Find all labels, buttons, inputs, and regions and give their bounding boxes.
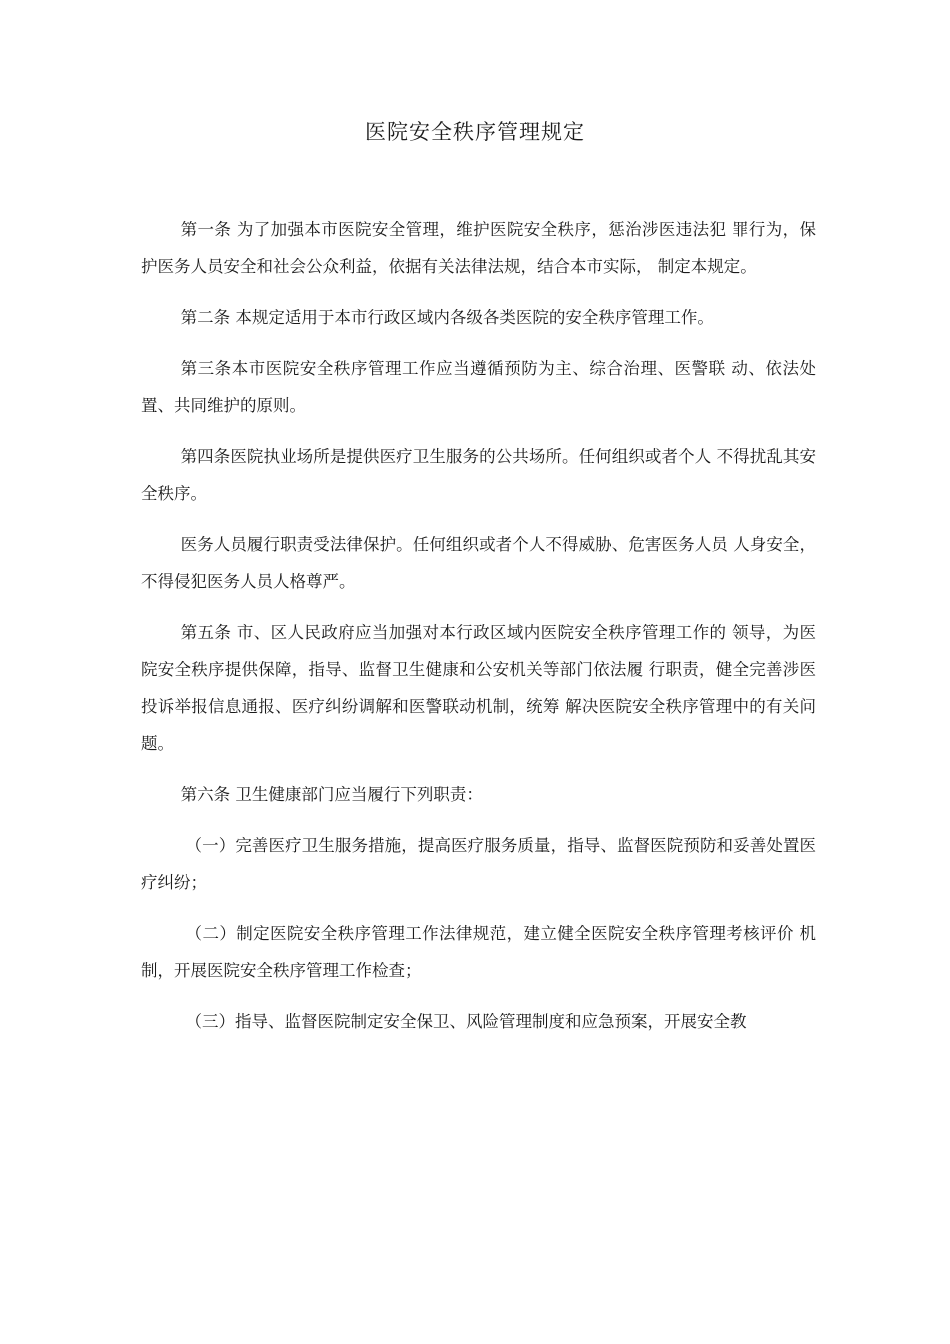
article-6-item-3: （三）指导、监督医院制定安全保卫、风险管理制度和应急预案，开展安全教	[185, 1012, 747, 1031]
article-4-paragraph-2: 医务人员履行职责受法律保护。任何组织或者个人不得威胁、危害医务人员 人身安全，不得侵犯医务人员人格尊严。	[141, 535, 816, 591]
document-body	[141, 211, 816, 1054]
document-title: 医院安全秩序管理规定	[365, 120, 585, 144]
article-2: 第二条 本规定适用于本市行政区域内各级各类医院的安全秩序管理工作。	[180, 308, 714, 327]
article-6-item-2: （二）制定医院安全秩序管理工作法律规范，建立健全医院安全秩序管理考核评价 机制，开展医院安全秩序管理工作检查；	[141, 924, 816, 980]
article-3: 第三条本市医院安全秩序管理工作应当遵循预防为主、综合治理、医警联 动、依法处置、共同维护的原则。	[141, 359, 816, 415]
article-6-item-1: （一）完善医疗卫生服务措施，提高医疗服务质量，指导、监督医院预防和妥善处置医疗纠纷；	[141, 836, 816, 892]
article-5: 第五条 市、区人民政府应当加强对本行政区域内医院安全秩序管理工作的 领导，为医院安全秩序提供保障，指导、监督卫生健康和公安机关等部门依法履 行职责，健全完善涉医投诉举报信息通报、医疗纠纷调解和医警联动机制，统筹 解决医院安全秩序管理中的有关问题。	[141, 623, 816, 753]
article-1: 第一条 为了加强本市医院安全管理，维护医院安全秩序，惩治涉医违法犯 罪行为，保护医务人员安全和社会公众利益，依据有关法律法规，结合本市实际， 制定本规定。	[141, 220, 816, 276]
article-6: 第六条 卫生健康部门应当履行下列职责：	[180, 785, 483, 804]
article-4: 第四条医院执业场所是提供医疗卫生服务的公共场所。任何组织或者个人 不得扰乱其安全秩序。	[141, 447, 816, 503]
